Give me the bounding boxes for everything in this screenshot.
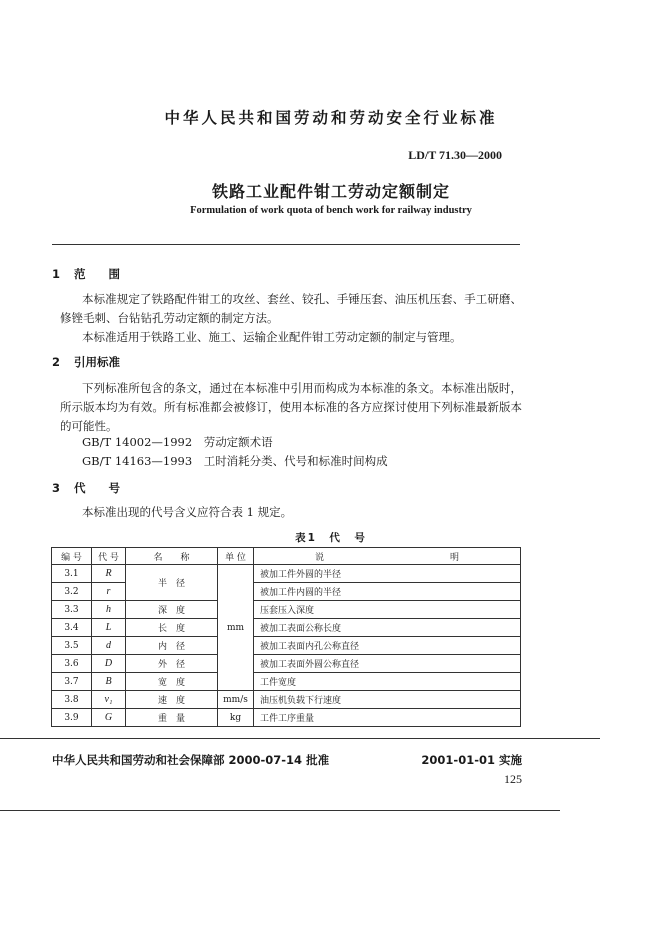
header-name: 名 称 — [126, 548, 218, 565]
footer-divider — [0, 738, 600, 739]
table-row — [52, 637, 521, 655]
cell-code: R — [92, 565, 126, 583]
cell-name: 长 度 — [126, 619, 218, 637]
cell-code: v₁ — [92, 691, 126, 709]
approval-line: 中华人民共和国劳动和社会保障部 2000-07-14 批准 — [52, 753, 330, 767]
cell-desc: 被加工表面公称长度 — [254, 619, 521, 637]
cell-desc: 工件工序重量 — [254, 709, 521, 727]
table-row — [52, 673, 521, 691]
cell-name: 半 径 — [126, 565, 218, 601]
cell-desc: 被加工件外圆的半径 — [254, 565, 521, 583]
cell-no: 3.6 — [52, 655, 92, 673]
header-divider — [52, 244, 520, 245]
document-title-en: Formulation of work quota of bench work for railway industry — [190, 205, 472, 216]
section-title: 范 围 — [74, 267, 120, 281]
cell-name: 内 径 — [126, 637, 218, 655]
paragraph: 下列标准所包含的条文，通过在本标准中引用而构成为本标准的条文。本标准出版时，所示版本均为有效。所有标准都会被修订，使用本标准的各方应探讨使用下列标准最新版本的可能性。 — [60, 381, 522, 433]
section-title: 代 号 — [74, 481, 120, 495]
table-row — [52, 691, 521, 709]
document-title-cn: 铁路工业配件钳工劳动定额制定 — [211, 182, 450, 201]
table-row — [52, 583, 521, 601]
cell-unit: kg — [218, 709, 254, 727]
paragraph: 本标准规定了铁路配件钳工的攻丝、套丝、铰孔、手锤压套、油压机压套、手工研磨、修锉毛刺、台钻钻孔劳动定额的制定方法。 — [60, 292, 522, 325]
cell-no: 3.9 — [52, 709, 92, 727]
cell-desc: 被加工件内圆的半径 — [254, 583, 521, 601]
cell-code: d — [92, 637, 126, 655]
paragraph: 本标准适用于铁路工业、施工、运输企业配件钳工劳动定额的制定与管理。 — [82, 330, 462, 344]
table-row — [52, 601, 521, 619]
section-heading-scope — [52, 266, 120, 282]
cell-no: 3.3 — [52, 601, 92, 619]
cell-name: 深 度 — [126, 601, 218, 619]
codes-table — [51, 547, 521, 727]
section-heading-references — [52, 354, 120, 370]
reference-item: GB/T 14002—1992 劳动定额术语 — [82, 435, 273, 449]
cell-no: 3.8 — [52, 691, 92, 709]
table-header-row — [52, 548, 521, 565]
cell-desc: 油压机负载下行速度 — [254, 691, 521, 709]
section-number: 3 — [52, 481, 61, 495]
header-code: 代 号 — [92, 548, 126, 565]
cell-code: r — [92, 583, 126, 601]
reference-item: GB/T 14163—1993 工时消耗分类、代号和标准时间构成 — [82, 454, 388, 468]
header-unit: 单 位 — [218, 548, 254, 565]
table-row — [52, 619, 521, 637]
cell-name: 重 量 — [126, 709, 218, 727]
section-heading-codes — [52, 480, 120, 496]
cell-code: B — [92, 673, 126, 691]
cell-unit: mm/s — [218, 691, 254, 709]
cell-no: 3.5 — [52, 637, 92, 655]
section-number: 2 — [52, 355, 61, 369]
cell-name: 宽 度 — [126, 673, 218, 691]
cell-name: 外 径 — [126, 655, 218, 673]
cell-desc: 被加工表面外圆公称直径 — [254, 655, 521, 673]
cell-no: 3.1 — [52, 565, 92, 583]
table-caption: 表1 代 号 — [295, 532, 367, 544]
cell-desc: 压套压入深度 — [254, 601, 521, 619]
section-title: 引用标准 — [74, 355, 120, 369]
cell-name: 速 度 — [126, 691, 218, 709]
cell-no: 3.2 — [52, 583, 92, 601]
standard-category-title: 中华人民共和国劳动和劳动安全行业标准 — [164, 109, 498, 127]
header-desc: 说 明 — [254, 548, 521, 565]
cell-desc: 被加工表面内孔公称直径 — [254, 637, 521, 655]
section-number: 1 — [52, 267, 61, 281]
cell-no: 3.7 — [52, 673, 92, 691]
paragraph: 本标准出现的代号含义应符合表 1 规定。 — [82, 505, 293, 519]
cell-code: D — [92, 655, 126, 673]
effective-date: 2001-01-01 实施 — [421, 753, 522, 767]
cell-code: h — [92, 601, 126, 619]
cell-no: 3.4 — [52, 619, 92, 637]
table-row — [52, 565, 521, 583]
page-number: 125 — [504, 772, 522, 786]
page-bottom-rule — [0, 810, 560, 811]
cell-code: L — [92, 619, 126, 637]
standard-number: LD/T 71.30—2000 — [408, 148, 502, 162]
cell-code: G — [92, 709, 126, 727]
cell-unit: mm — [218, 565, 254, 691]
table-row — [52, 709, 521, 727]
cell-desc: 工件宽度 — [254, 673, 521, 691]
table-row — [52, 655, 521, 673]
header-no: 编 号 — [52, 548, 92, 565]
